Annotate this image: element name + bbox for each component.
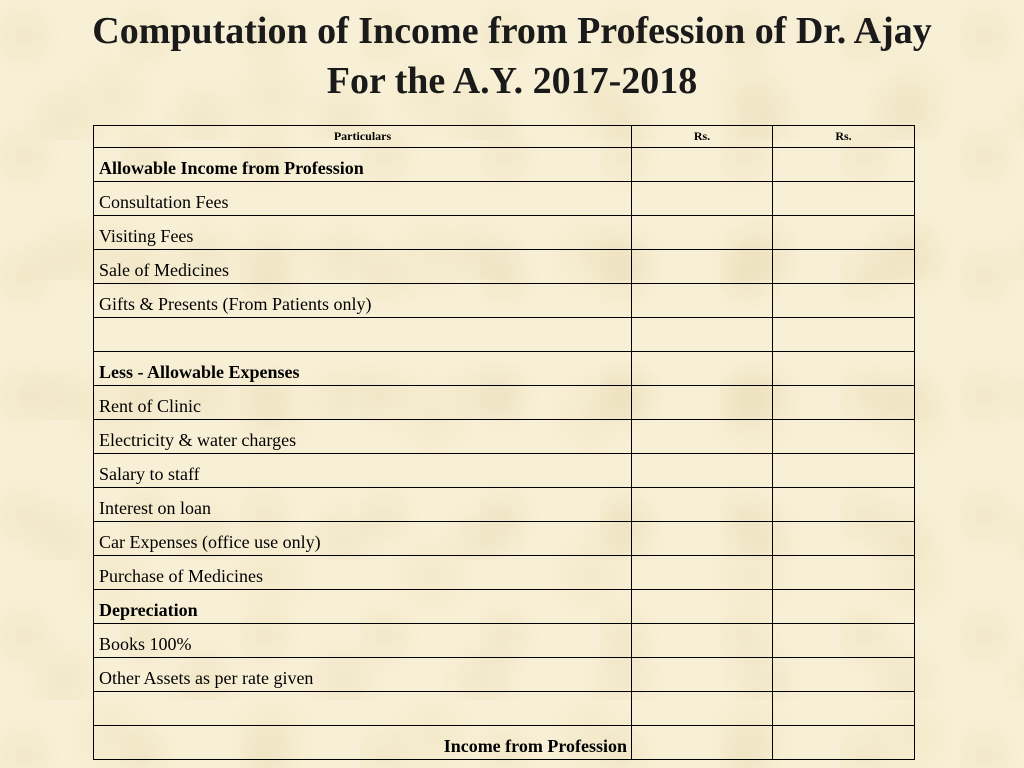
row-amount-cell <box>773 352 915 386</box>
row-amount-cell <box>773 454 915 488</box>
row-amount-cell <box>632 692 773 726</box>
table-row <box>94 726 915 760</box>
row-amount-cell <box>773 386 915 420</box>
row-amount-cell <box>632 352 773 386</box>
row-particulars-cell: Purchase of Medicines <box>94 556 632 590</box>
row-amount-cell <box>632 624 773 658</box>
table-row <box>94 216 915 250</box>
table-header-row <box>94 126 915 148</box>
row-particulars-cell: Less - Allowable Expenses <box>94 352 632 386</box>
table-row <box>94 420 915 454</box>
row-amount-cell <box>632 182 773 216</box>
table-row <box>94 522 915 556</box>
row-amount-cell <box>773 556 915 590</box>
row-amount-cell <box>632 284 773 318</box>
table-row <box>94 284 915 318</box>
row-amount-cell <box>632 216 773 250</box>
row-particulars-cell: Gifts & Presents (From Patients only) <box>94 284 632 318</box>
table-row <box>94 148 915 182</box>
row-amount-cell <box>632 726 773 760</box>
row-amount-cell <box>632 250 773 284</box>
row-amount-cell <box>773 420 915 454</box>
row-particulars-cell: Electricity & water charges <box>94 420 632 454</box>
table-row <box>94 386 915 420</box>
row-particulars-cell: Other Assets as per rate given <box>94 658 632 692</box>
row-amount-cell <box>773 726 915 760</box>
row-amount-cell <box>773 590 915 624</box>
row-amount-cell <box>773 148 915 182</box>
row-amount-cell <box>773 522 915 556</box>
row-particulars-cell: Books 100% <box>94 624 632 658</box>
row-amount-cell <box>773 250 915 284</box>
row-amount-cell <box>773 284 915 318</box>
income-computation-table <box>93 125 915 760</box>
row-particulars-cell: Interest on loan <box>94 488 632 522</box>
table-row <box>94 692 915 726</box>
row-particulars-cell: Visiting Fees <box>94 216 632 250</box>
header-rs-2: Rs. <box>773 126 915 148</box>
table-row <box>94 556 915 590</box>
table-row <box>94 318 915 352</box>
row-particulars-cell: Salary to staff <box>94 454 632 488</box>
row-particulars-cell: Sale of Medicines <box>94 250 632 284</box>
table-row <box>94 488 915 522</box>
row-amount-cell <box>632 148 773 182</box>
row-particulars-cell: Depreciation <box>94 590 632 624</box>
table-row <box>94 658 915 692</box>
row-amount-cell <box>632 420 773 454</box>
header-particulars: Particulars <box>94 126 632 148</box>
row-particulars-cell: Consultation Fees <box>94 182 632 216</box>
row-amount-cell <box>773 488 915 522</box>
header-rs-1: Rs. <box>632 126 773 148</box>
row-amount-cell <box>632 386 773 420</box>
row-amount-cell <box>773 658 915 692</box>
row-amount-cell <box>773 624 915 658</box>
row-particulars-cell: Income from Profession <box>94 726 632 760</box>
title-line-1: Computation of Income from Profession of Dr. Ajay <box>92 10 932 52</box>
row-particulars-cell: Car Expenses (office use only) <box>94 522 632 556</box>
table-row <box>94 352 915 386</box>
title-line-2: For the A.Y. 2017-2018 <box>326 60 698 102</box>
row-amount-cell <box>632 658 773 692</box>
row-particulars-cell: Rent of Clinic <box>94 386 632 420</box>
table-row <box>94 182 915 216</box>
table-row <box>94 590 915 624</box>
row-amount-cell <box>632 590 773 624</box>
table-row <box>94 454 915 488</box>
page-title <box>0 6 1024 106</box>
table-row <box>94 624 915 658</box>
row-particulars-cell <box>94 318 632 352</box>
row-amount-cell <box>632 556 773 590</box>
row-amount-cell <box>773 318 915 352</box>
row-amount-cell <box>632 454 773 488</box>
row-amount-cell <box>632 318 773 352</box>
table-body <box>94 148 915 760</box>
table-row <box>94 250 915 284</box>
row-particulars-cell: Allowable Income from Profession <box>94 148 632 182</box>
row-amount-cell <box>773 182 915 216</box>
row-amount-cell <box>632 488 773 522</box>
row-particulars-cell <box>94 692 632 726</box>
row-amount-cell <box>773 692 915 726</box>
row-amount-cell <box>632 522 773 556</box>
row-amount-cell <box>773 216 915 250</box>
